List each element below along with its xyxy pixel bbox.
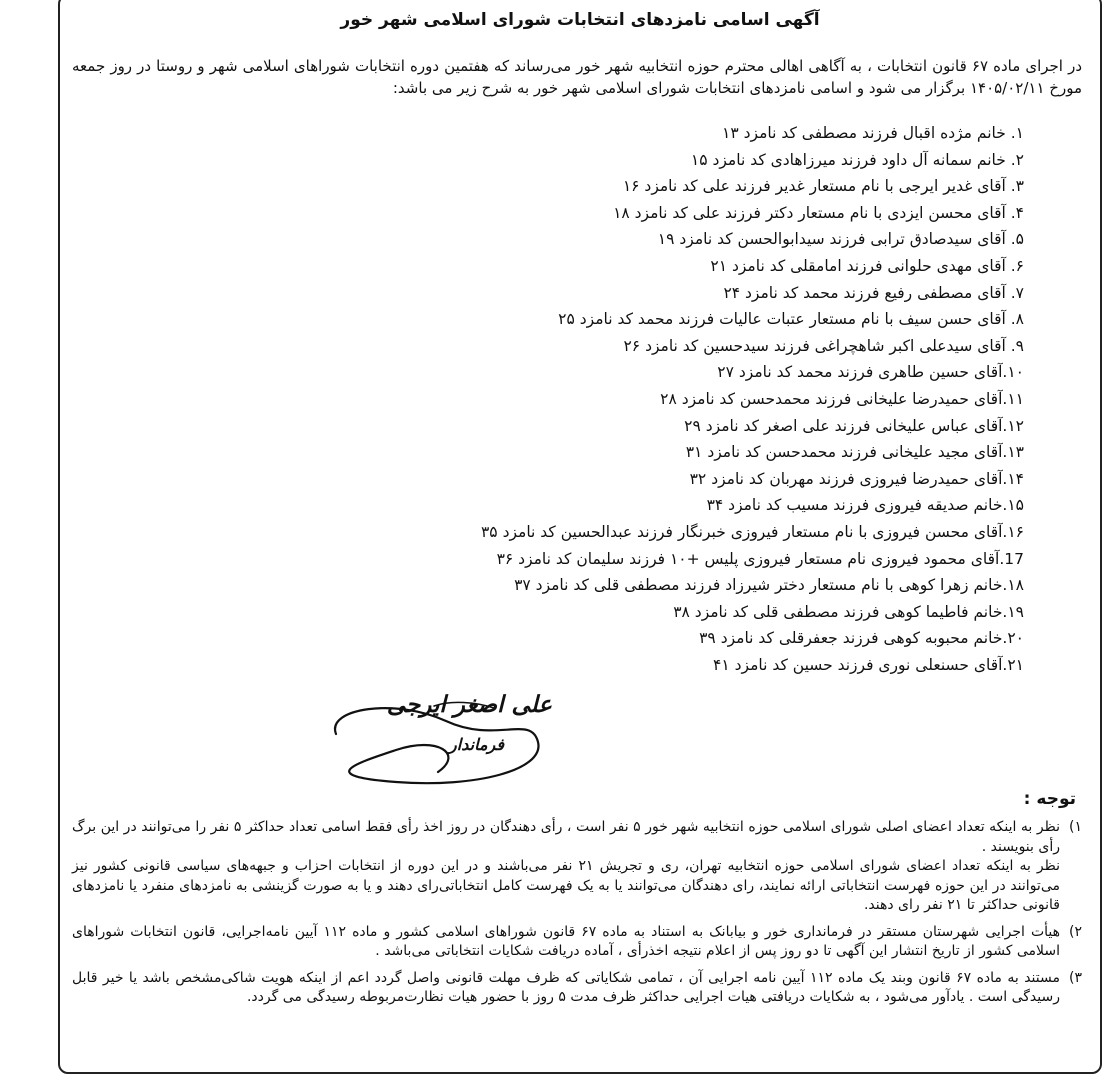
list-item: ۶. آقای مهدی حلوانی فرزند امامقلی کد نامزد ۲۱ [710,256,1024,275]
list-item: ۱۱.آقای حمیدرضا علیخانی فرزند محمدحسن کد نامزد ۲۸ [660,389,1024,408]
note-text [72,923,1060,962]
note-text [72,818,1060,916]
list-item: ۱۴.آقای حمیدرضا فیروزی فرزند مهربان کد نامزد ۳۲ [689,469,1024,488]
list-item: ۷. آقای مصطفی رفیع فرزند محمد کد نامزد ۲۴ [723,283,1024,302]
list-item: ۱۵.خانم صدیقه فیروزی فرزند مسیب کد نامزد ۳۴ [706,496,1024,515]
note-item [72,969,1082,1008]
signature-role: فرماندار [449,735,504,754]
notice-title: آگهی اسامی نامزدهای انتخابات شورای اسلامی شهر خور [340,10,820,30]
intro-paragraph: در اجرای ماده ۶۷ قانون انتخابات ، به آگاهی اهالی محترم حوزه انتخابیه شهر خور می‌رساند که هفتمین دوره انتخابات شوراهای اسلامی شهر و روستا در روز جمعه مورخ ۱۴۰۵/۰۲/۱۱ برگزار می شود و اسامی نامزدهای انتخابات شورای اسلامی شهر خور به شرح زیر می باشد: [72,57,1082,97]
note-number: ۳) [1069,969,1082,986]
note-number: ۲) [1069,923,1082,940]
note-heading: توجه : [1023,789,1076,809]
list-item: ۱۸.خانم زهرا کوهی با نام مستعار دختر شیرزاد فرزند مصطفی قلی کد نامزد ۳۷ [514,576,1024,595]
list-item: ۱۶.آقای محسن فیروزی با نام مستعار فیروزی خبرنگار فرزند عبدالحسین کد نامزد ۳۵ [480,522,1024,541]
list-item: 17.آقای محمود فیروزی نام مستعار فیروزی پلیس +۱۰ فرزند سلیمان کد نامزد ۳۶ [496,549,1024,568]
list-item: ۱. خانم مژده اقبال فرزند مصطفی کد نامزد ۱۳ [722,124,1024,142]
list-item: ۱۲.آقای عباس علیخانی فرزند علی اصغر کد نامزد ۲۹ [684,416,1024,435]
note-number: ۱) [1069,819,1082,835]
candidate-list [324,120,1024,678]
list-item: ۱۰.آقای حسین طاهری فرزند محمد کد نامزد ۲۷ [717,363,1024,382]
list-item: ۲۱.آقای حسنعلی نوری فرزند حسین کد نامزد ۴۱ [713,655,1024,674]
list-item: ۴. آقای محسن ایزدی با نام مستعار دکتر فرزند علی کد نامزد ۱۸ [613,203,1024,222]
note-text [72,969,1060,1008]
note-item [72,818,1082,916]
list-item: ۲۰.خانم محبوبه کوهی فرزند جعفرقلی کد نامزد ۳۹ [699,629,1024,648]
note-paragraph: هیأت اجرایی شهرستان مستقر در فرمانداری خور و بیابانک به استناد به ماده ۶۷ قانون شوراهای اسلامی کشور و ماده ۱۱۲ آیین نامه‌اجرایی، قانون انتخابات شوراهای اسلامی کشور از تاریخ انتشار این آگهی تا دو روز پس از اعلام نتیجه اخذرأی ، آماده دریافت شکایات انتخاباتی می‌باشد . [72,923,1061,959]
notice-frame [58,0,1102,1074]
list-item: ۲. خانم سمانه آل داود فرزند میرزاهادی کد نامزد ۱۵ [690,150,1024,169]
note-item [72,923,1082,962]
signature-name: علی اصغر ایرجی [386,691,552,718]
list-item: ۵. آقای سیدصادق ترابی فرزند سیدابوالحسن کد نامزد ۱۹ [657,230,1024,249]
note-paragraph: نظر به اینکه تعداد اعضای شورای اسلامی حوزه انتخابیه تهران، ری و تجریش ۲۱ نفر می‌باشند و در این دوره از انتخابات احزاب و جبهه‌های سیاسی قانونی کشور نیز می‌توانند در این حوزه فهرست انتخاباتی ارائه نمایند، رای دهندگان می‌توانند یا به یک فهرست کامل انتخاباتی‌رای دهند و یا به صورت گزینشی به نامزدهای منفرد یا نامزدهای قانونی حداکثر تا ۲۱ نفر رای دهند. [72,858,1060,913]
notes-section [72,818,1082,1015]
list-item: ۱۳.آقای مجید علیخانی فرزند محمدحسن کد نامزد ۳۱ [685,443,1024,462]
list-item: ۳. آقای غدیر ایرجی با نام مستعار غدیر فرزند علی کد نامزد ۱۶ [622,177,1024,196]
note-paragraph: نظر به اینکه تعداد اعضای اصلی شورای اسلامی حوزه انتخابیه شهر خور ۵ نفر است ، رأی دهندگان در روز اخذ رأی فقط اسامی تعداد حداکثر ۵ نفر را می‌توانند در این برگ رأی بنویسند . [72,819,1060,855]
list-item: ۸. آقای حسن سیف با نام مستعار عتبات عالیات فرزند محمد کد نامزد ۲۵ [558,310,1024,329]
note-paragraph: مستند به ماده ۶۷ قانون وبند یک ماده ۱۱۲ آیین نامه اجرایی آن ، تمامی شکایاتی که ظرف مهلت قانونی واصل گردد اعم از اینکه هویت شاکی‌مشخص باشد یا خیر قابل رسیدگی است . یادآور می‌شود ، به شکایات دریافتی هیات اجرایی حداکثر ظرف مدت ۵ روز با حضور هیات نظارت‌مربوطه رسیدگی می گردد. [72,969,1060,1005]
handwritten-signature [326,676,566,796]
list-item: ۱۹.خانم فاطیما کوهی فرزند مصطفی قلی کد نامزد ۳۸ [673,602,1024,621]
list-item: ۹. آقای سیدعلی اکبر شاهچراغی فرزند سیدحسین کد نامزد ۲۶ [623,336,1024,355]
